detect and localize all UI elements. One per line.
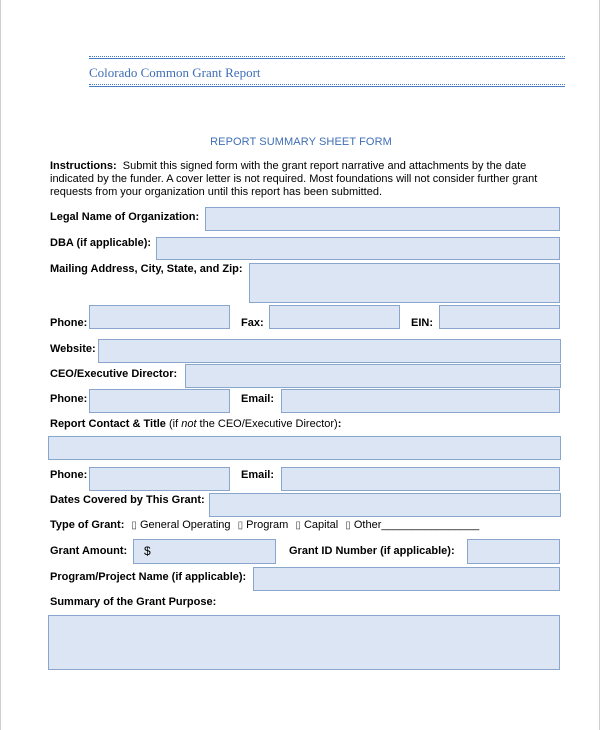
ein-label: EIN: — [411, 317, 433, 329]
report-contact-paren-rest: the CEO/Executive Director) — [196, 418, 338, 430]
header-rule-top — [89, 56, 565, 59]
website-label: Website: — [50, 343, 96, 355]
mailing-address-field[interactable] — [249, 263, 560, 303]
grant-amount-currency: $ — [144, 544, 151, 558]
document-header-title: Colorado Common Grant Report — [89, 65, 261, 80]
form-title: REPORT SUMMARY SHEET FORM — [210, 136, 392, 148]
report-contact-field[interactable] — [48, 436, 561, 460]
summary-purpose-field[interactable] — [48, 615, 560, 670]
ceo-label: CEO/Executive Director: — [50, 368, 178, 380]
checkbox-icon: ▯ — [345, 520, 351, 531]
contact-email-field[interactable] — [281, 467, 560, 491]
grant-id-label: Grant ID Number (if applicable): — [289, 545, 455, 557]
contact-phone-field[interactable] — [89, 467, 230, 491]
fax-label: Fax: — [241, 317, 264, 329]
program-name-field[interactable] — [253, 567, 560, 591]
fax-field[interactable] — [269, 305, 400, 329]
contact-phone-label: Phone: — [50, 469, 88, 481]
dates-covered-field[interactable] — [209, 493, 561, 517]
grant-type-capital-label: Capital — [303, 519, 339, 531]
ceo-field[interactable] — [185, 364, 561, 388]
grant-amount-field[interactable] — [133, 539, 276, 564]
ceo-email-field[interactable] — [281, 389, 560, 413]
program-name-label: Program/Project Name (if applicable): — [50, 571, 247, 583]
mailing-address-label: Mailing Address, City, State, and Zip: — [50, 263, 243, 275]
instructions-label: Instructions: — [50, 160, 117, 172]
ceo-phone-field[interactable] — [89, 389, 230, 413]
grant-type-label: Type of Grant: — [50, 519, 125, 531]
ein-field[interactable] — [439, 305, 560, 329]
grant-type-general-operating-label: General Operating — [140, 519, 231, 531]
grant-type-capital[interactable] — [295, 519, 338, 531]
report-contact-label — [50, 417, 341, 431]
grant-type-row — [50, 519, 479, 531]
report-contact-prefix: Report Contact & Title — [50, 418, 166, 430]
header-rule-bottom — [89, 84, 565, 87]
grant-amount-label: Grant Amount: — [50, 545, 128, 557]
report-contact-paren-open: (if — [165, 418, 182, 430]
dba-label: DBA (if applicable): — [50, 237, 152, 249]
ceo-phone-label: Phone: — [50, 393, 88, 405]
checkbox-icon: ▯ — [237, 520, 244, 531]
legal-name-label: Legal Name of Organization: — [50, 211, 200, 223]
instructions-text: Submit this signed form with the grant report narrative and attachments by the date indicated by the funder. A cover letter is not required. Most foundations will not consider further grant requests from your organization until this report has been submitted. — [50, 160, 538, 198]
dates-covered-label: Dates Covered by This Grant: — [50, 494, 205, 506]
contact-email-label: Email: — [241, 469, 275, 481]
legal-name-field[interactable] — [205, 207, 560, 231]
checkbox-icon: ▯ — [131, 520, 137, 531]
grant-type-program-label: Program — [246, 519, 289, 531]
dba-field[interactable] — [156, 237, 560, 260]
report-contact-colon: : — [337, 418, 342, 430]
grant-type-other[interactable] — [345, 519, 479, 531]
grant-type-other-line[interactable]: ________________ — [381, 519, 480, 531]
grant-type-program[interactable] — [238, 519, 289, 531]
ceo-email-label: Email: — [241, 393, 275, 405]
summary-purpose-label: Summary of the Grant Purpose: — [50, 596, 217, 608]
grant-id-field[interactable] — [467, 539, 560, 564]
phone-label: Phone: — [50, 317, 88, 329]
instructions-paragraph — [50, 160, 565, 199]
website-field[interactable] — [98, 339, 561, 363]
phone-field[interactable] — [89, 305, 230, 329]
grant-type-general-operating[interactable] — [131, 519, 230, 531]
grant-type-other-label: Other — [353, 519, 382, 531]
checkbox-icon: ▯ — [295, 520, 301, 531]
report-contact-not: not — [181, 418, 197, 430]
